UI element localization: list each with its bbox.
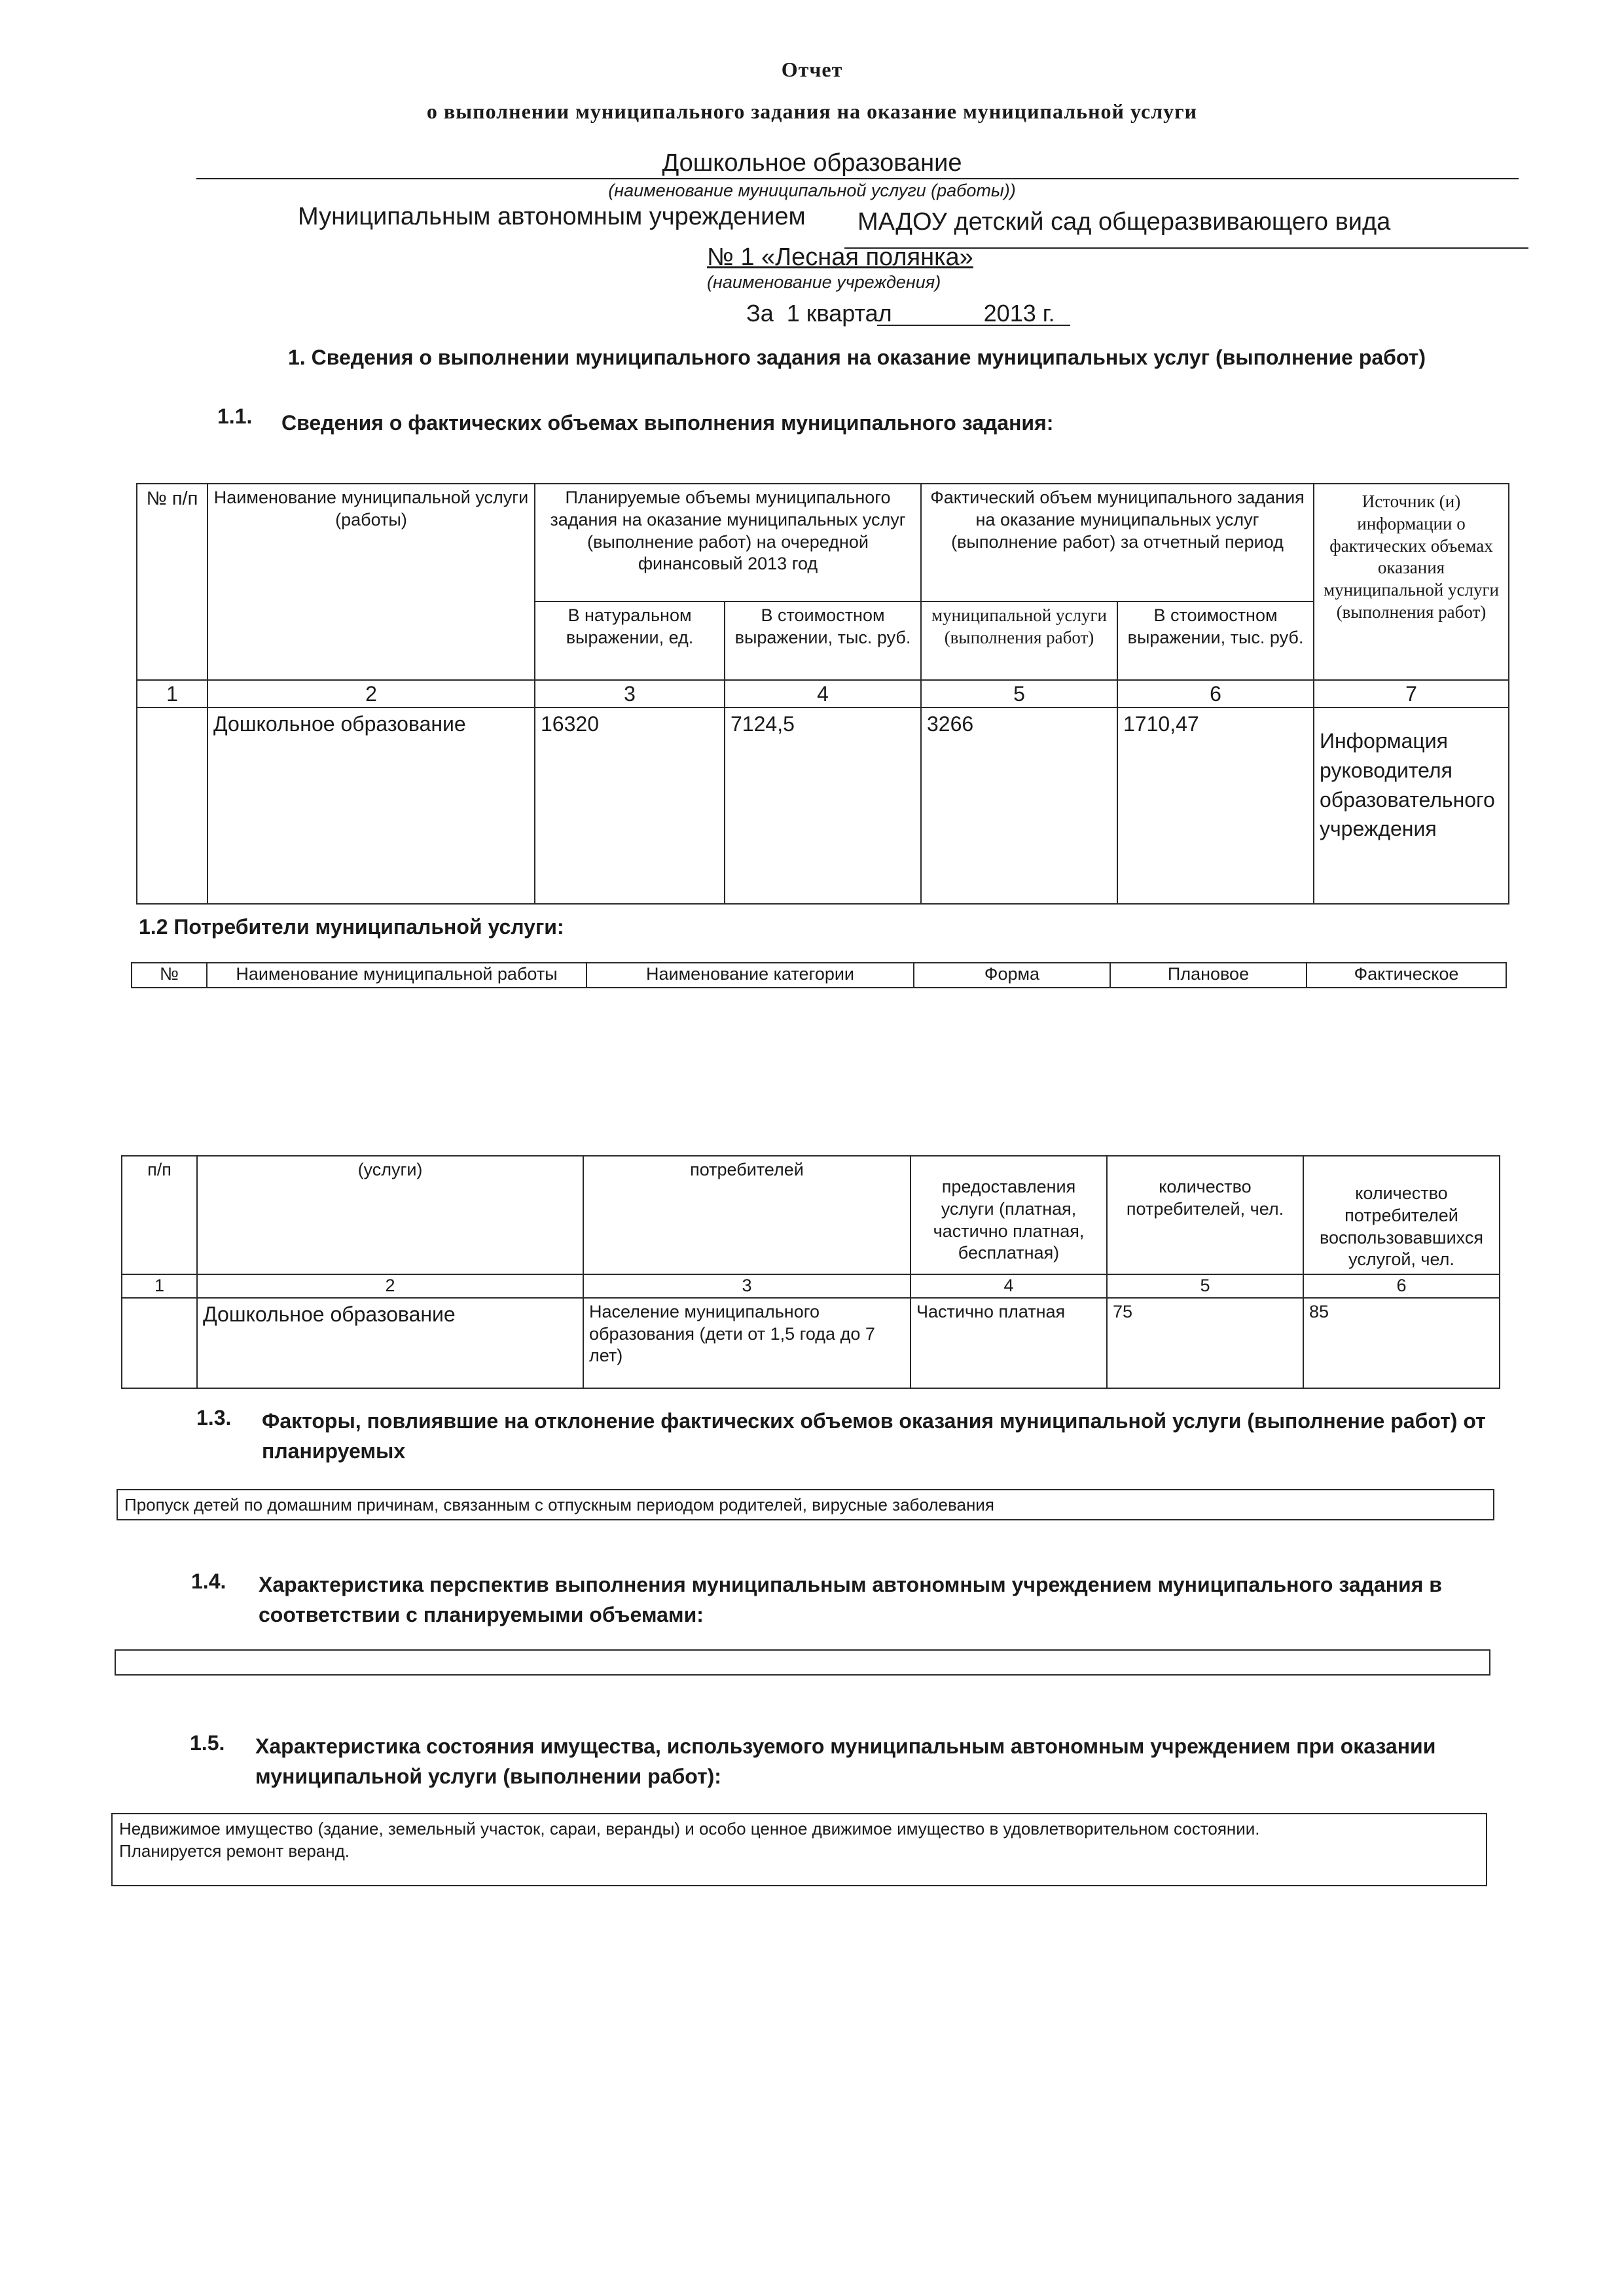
section-1-5-text-line-1: Недвижимое имущество (здание, земельный участок, сараи, веранды) и особо ценное движимое имущество в удовлетворительном состоянии.: [119, 1819, 1260, 1839]
header-number: №: [132, 963, 207, 988]
column-index: 6: [1117, 680, 1314, 708]
volumes-table: [136, 483, 1509, 905]
row-service-name: Дошкольное образование: [197, 1298, 583, 1388]
column-index: 2: [208, 680, 535, 708]
column-index: 2: [197, 1274, 583, 1298]
section-1-5-heading: Характеристика состояния имущества, используемого муниципальным автономным учреждением при оказании муниципальной услуги (выполнении работ):: [255, 1734, 1436, 1789]
consumers-table: [121, 1155, 1500, 1389]
column-index: 6: [1303, 1274, 1500, 1298]
header-category-name-cont: потребителей: [583, 1156, 911, 1274]
header-planned-cost: В стоимостном выражении, тыс. руб.: [725, 601, 921, 680]
row-number: [137, 708, 208, 904]
column-index: 3: [535, 680, 725, 708]
institution-name-2: № 1 «Лесная полянка»: [707, 243, 973, 271]
header-actual-cost: В стоимостном выражении, тыс. руб.: [1117, 601, 1314, 680]
institution-prefix: Муниципальным автономным учреждением: [298, 203, 806, 230]
section-1-1-number: 1.1.: [217, 404, 253, 428]
row-planned-consumers: 75: [1107, 1298, 1303, 1388]
section-1-5-box: [111, 1813, 1487, 1886]
section-1-5-number: 1.5.: [190, 1731, 225, 1755]
header-planned: Плановое: [1110, 963, 1307, 988]
row-service-name: Дошкольное образование: [208, 708, 535, 904]
section-1-3-heading: Факторы, повлиявшие на отклонение фактических объемов оказания муниципальной услуги (выполнение работ) от планируемых: [262, 1409, 1486, 1463]
report-period: За 1 квартал 2013 г.: [746, 300, 1055, 327]
section-1-4-heading: Характеристика перспектив выполнения муниципальным автономным учреждением муниципального задания в соответствии с планируемыми объемами:: [259, 1573, 1442, 1627]
section-1-2-heading: 1.2 Потребители муниципальной услуги:: [139, 915, 564, 939]
header-work-name: Наименование муниципальной работы: [207, 963, 586, 988]
section-1-1-heading: Сведения о фактических объемах выполнения муниципального задания:: [281, 411, 1054, 435]
header-work-name-cont: (услуги): [197, 1156, 583, 1274]
column-index: 4: [725, 680, 921, 708]
row-actual-natural: 3266: [921, 708, 1117, 904]
section-1-3-text: Пропуск детей по домашним причинам, связанным с отпускным периодом родителей, вирусные заболевания: [117, 1489, 1494, 1520]
row-planned-natural: 16320: [535, 708, 725, 904]
header-actual-natural: муниципальной услуги (выполнения работ): [921, 601, 1117, 680]
row-actual-consumers: 85: [1303, 1298, 1500, 1388]
header-planned-natural: В натуральном выражении, ед.: [535, 601, 725, 680]
column-index: 3: [583, 1274, 911, 1298]
row-number: [122, 1298, 197, 1388]
service-note: (наименование муниципальной услуги (работы)): [608, 181, 1016, 200]
header-information-source: Источник (и) информации о фактических объемах оказания муниципальной услуги (выполнения работ): [1314, 484, 1509, 680]
column-index: 7: [1314, 680, 1509, 708]
consumers-table-header: [131, 962, 1507, 988]
column-index: 5: [1107, 1274, 1303, 1298]
section-1-4-text: [115, 1649, 1490, 1676]
table-row: [122, 1298, 1500, 1388]
header-category-name: Наименование категории: [586, 963, 914, 988]
header-form-cont: предоставления услуги (платная, частично платная, бесплатная): [911, 1156, 1107, 1274]
row-actual-cost: 1710,47: [1117, 708, 1314, 904]
header-number-cont: п/п: [122, 1156, 197, 1274]
section-1-heading: 1. Сведения о выполнении муниципального задания на оказание муниципальных услуг (выполнение работ): [288, 346, 1426, 369]
institution-name: МАДОУ детский сад общеразвивающего вида: [857, 208, 1391, 236]
row-information-source: Информация руководителя образовательного учреждения: [1314, 708, 1509, 904]
header-planned-cont: количество потребителей, чел.: [1107, 1156, 1303, 1274]
header-service-name: Наименование муниципальной услуги (работы): [208, 484, 535, 680]
row-service-form: Частично платная: [911, 1298, 1107, 1388]
table-row: [137, 708, 1509, 904]
header-planned-volumes: Планируемые объемы муниципального задания на оказание муниципальных услуг (выполнение работ) на очередной финансовый 2013 год: [535, 484, 921, 601]
header-form: Форма: [914, 963, 1110, 988]
section-1-4-number: 1.4.: [191, 1570, 226, 1593]
column-index: 4: [911, 1274, 1107, 1298]
column-index: 1: [122, 1274, 197, 1298]
period-underline: [877, 325, 1070, 326]
institution-note: (наименование учреждения): [707, 272, 941, 292]
section-1-3-number: 1.3.: [196, 1406, 232, 1429]
header-number: № п/п: [137, 484, 208, 680]
service-underline: [196, 178, 1519, 179]
service-name: Дошкольное образование: [662, 149, 962, 177]
row-consumer-category: Население муниципального образования (дети от 1,5 года до 7 лет): [583, 1298, 911, 1388]
column-index: 5: [921, 680, 1117, 708]
column-index: 1: [137, 680, 208, 708]
header-actual-volumes: Фактический объем муниципального задания на оказание муниципальных услуг (выполнение работ) за отчетный период: [921, 484, 1314, 601]
header-actual: Фактическое: [1307, 963, 1506, 988]
report-title: Отчет: [781, 58, 843, 81]
header-actual-cont: количество потребителей воспользовавшихся услугой, чел.: [1303, 1156, 1500, 1274]
report-subtitle: о выполнении муниципального задания на оказание муниципальной услуги: [426, 99, 1198, 123]
row-planned-cost: 7124,5: [725, 708, 921, 904]
section-1-5-text-line-2: Планируется ремонт веранд.: [119, 1840, 350, 1861]
